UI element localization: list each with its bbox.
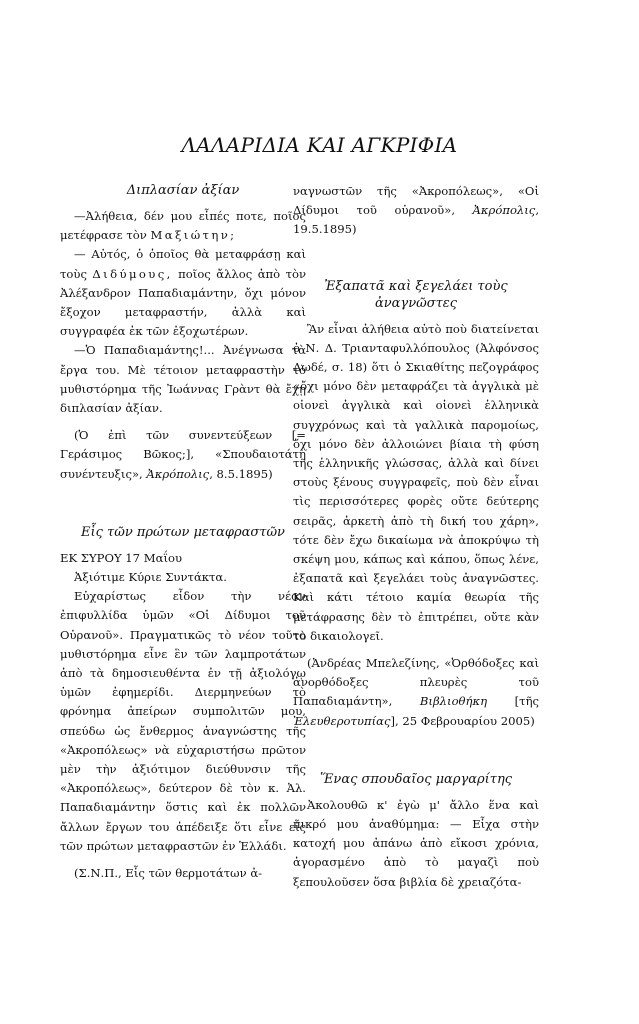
letter-dateline: ΕΚ ΣΥΡΟΥ 17 Μαΐου bbox=[60, 550, 183, 565]
left-column bbox=[60, 182, 306, 883]
letter-body: Εὐχαρίστως εἶδον τὴν νέαν ἐπιφυλλίδα ὑμῶν «Οἱ Δίδυμοι τοῦ Οὐρανοῦ». Πραγματικῶς τὸ νέον τοῦτο μυθιστόρημα εἶνε ἓν τῶν λαμπροτάτων ἀπὸ τὰ δημοσιευθέντα ἐν τῇ ἀξιολόγῳ ὑμῶν ἐφημερίδι. Διερμηνεύων τὸ φρόνημα ἀπείρων συμπολιτῶν μου, σπεύδω ὡς ἔνθερμος ἀναγνώστης τῆς «Ἀκροπόλεως» νὰ εὐχαριστήσω πρῶτον μὲν τὴν ἀξιότιμον διεύθυνσιν τῆς «Ἀκροπόλεως», δεύτερον δὲ τὸν κ. Ἀλ. Παπαδιαμάντην ὅστις καὶ ἐκ πολλῶν ἄλλων ἔργων του ἀπέδειξε ὅτι εἶνε εἷς τῶν πρώτων μεταφραστῶν ἐν Ἑλλάδι. bbox=[60, 589, 306, 853]
right-column bbox=[293, 182, 539, 892]
page-title: ΛΑΛΑΡΙΔΙΑ ΚΑΙ ΑΓΚΡΙΦΙΑ bbox=[181, 133, 458, 157]
section-heading-pearl: Ἕνας σπουδαῖος μαργαρίτης bbox=[319, 771, 513, 787]
spaced-name-maxiotis: Μαξιώτην; bbox=[150, 228, 237, 243]
section-heading-deceives-readers: Ἐξαπατᾶ καὶ ξεγελάει τοὺς ἀναγνῶστες bbox=[324, 278, 508, 311]
memoir-paragraph: Ἀκολουθῶ κ' ἐγὼ μ' ἄλλο ἕνα καὶ πικρό μου ἀναθύμημα: — Εἶχα στὴν κατοχή μου ἀπάνω ἀπὸ εἴκοσι χρόνια, ἀγορασμένο ἀπὸ τὸ μαγαζὶ ποὺ ξεπουλοῦσεν ὅσα βιβλία δὲ χρειαζότα- bbox=[293, 797, 539, 889]
publication-title: Ἀκρόπολις bbox=[146, 466, 210, 481]
publication-title: Βιβλιοθήκη bbox=[419, 694, 488, 709]
source-citation-continued: ναγνωστῶν τῆς «Ἀκροπόλεως», «Οἱ Δίδυμοι τοῦ οὐρανοῦ», Ἀκρόπολις, 19.5.1895) bbox=[293, 184, 539, 237]
dialogue-paragraph-3: —Ὁ Παπαδιαμάντης!... Ἀνέγνωσα τὰ ἔργα του. Μὲ τέτοιον μεταφραστὴν τὸ μυθιστόρημα τῆς Ἰωάννας Γρὰντ θὰ ἔχῃ διπλασίαν ἀξίαν. bbox=[60, 343, 306, 416]
publication-title-2: Ἐλευθεροτυπίας bbox=[293, 713, 391, 728]
source-citation: (Ἀνδρέας Μπελεζίνης, «Ὀρθόδοξες καὶ ἀνορθόδοξες πλευρὲς τοῦ Παπαδιαμάντη», Βιβλιοθήκη [τῆς Ἐλευθεροτυπίας], 25 Φεβρουαρίου 2005) bbox=[293, 656, 540, 728]
section-heading-first-translators: Εἷς τῶν πρώτων μεταφραστῶν bbox=[81, 524, 285, 540]
dialogue-paragraph-2: — Αὐτός, ὁ ὁποῖος θὰ μεταφράσῃ καὶ τοὺς Διδύμους, ποῖος ἄλλος ἀπὸ τὸν Ἀλέξανδρον Παπαδιαμάντην, ὄχι μόνον ἔξοχον μεταφραστήν, ἀλλὰ καὶ συγγραφέα ἐκ τῶν ἐξοχωτέρων. bbox=[60, 247, 307, 339]
publication-title: Ἀκρόπολις bbox=[472, 203, 536, 218]
source-citation-start: (Σ.Ν.Π., Εἷς τῶν θερμοτάτων ἀ- bbox=[74, 866, 263, 881]
letter-salutation: Ἀξιότιμε Κύριε Συντάκτα. bbox=[74, 570, 227, 585]
section-heading-double-value: Διπλασίαν ἀξίαν bbox=[126, 183, 240, 198]
essay-paragraph: Ἂν εἶναι ἀλήθεια αὐτὸ ποὺ διατείνεται ὁ Ν. Δ. Τριανταφυλλόπουλος (Ἀλφόνσος Δωδέ, σ. 18) ὅτι ὁ Σκιαθίτης πεζογράφος «ὄχι μόνο δὲν μεταφράζει τὰ ἀγγλικὰ μὲ οἱονεὶ ἀγγλικὰ καὶ οἱονεὶ ἑλληνικὰ συγχρόνως καὶ τὰ γαλλικὰ παρομοίως, ὄχι μόνο δὲν ἀλλοιώνει βίαια τὴ φύση τῆς ἑλληνικῆς γλώσσας, ἀλλὰ καὶ δίνει στοὺς ξένους συγγραφεῖς, ποὺ δὲν εἶναι τὶς περισσότερες φορὲς οὔτε δεύτερης σειρᾶς, ἀρκετὴ ἀπὸ τὴ δική του χάρη», τότε δὲν ἔχω δικαίωμα νὰ ἀποκρύψω τὴ σκέψη μου, κάπως καὶ κάπου, ὅπως λένε, ἐξαπατᾶ καὶ ξεγελάει τοὺς ἀναγνῶστες. Καὶ κάτι τέτοιο καμία θεωρία τῆς μετάφρασης δὲν τὸ ἐπιτρέπει, οὔτε κὰν τὸ δικαιολογεῖ. bbox=[293, 321, 539, 643]
spaced-name-didymoi: Διδύμους, bbox=[92, 266, 173, 281]
dialogue-paragraph-1: —Ἀλήθεια, δέν μου εἶπές ποτε, ποῖος μετέφρασε τὸν Μαξιώτην; bbox=[60, 209, 306, 243]
source-citation: (Ὁ ἐπὶ τῶν συνεντεύξεων [= Γεράσιμος Βῶκος;], «Σπουδαιοτάτη συνέντευξις», Ἀκρόπολις, 8.5.1895) bbox=[60, 428, 306, 481]
